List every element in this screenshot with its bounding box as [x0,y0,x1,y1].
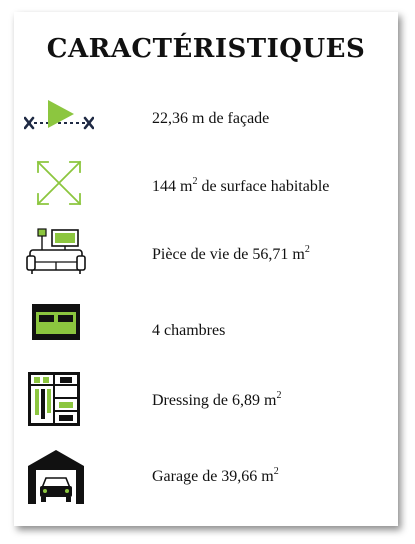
living-room-icon [24,226,94,286]
list-item-dressing [14,372,398,432]
list-item-facade [14,90,398,150]
page-title: CARACTÉRISTIQUES [46,34,366,64]
list-item-bedrooms [14,302,398,362]
characteristics-card [14,12,398,526]
list-item-surface [14,158,398,218]
living-room-label: Pièce de vie de 56,71 $m^2$ [152,244,310,263]
dressing-label: Dressing de 6,89 $m^2$ [152,390,282,409]
surface-label: 144 $m^2$ de surface habitable [152,176,330,195]
list-item-living-room [14,226,398,286]
garage-label: Garage de 39,66 $m^2$ [152,466,279,485]
garage-icon [24,448,94,508]
bed-icon [24,302,94,362]
facade-label: 22,36 m de façade [152,110,270,127]
list-item-garage [14,448,398,508]
facade-width-icon [24,90,94,150]
surface-arrows-icon [24,158,94,218]
wardrobe-icon [24,372,94,432]
bedrooms-label: 4 chambres [152,322,226,339]
